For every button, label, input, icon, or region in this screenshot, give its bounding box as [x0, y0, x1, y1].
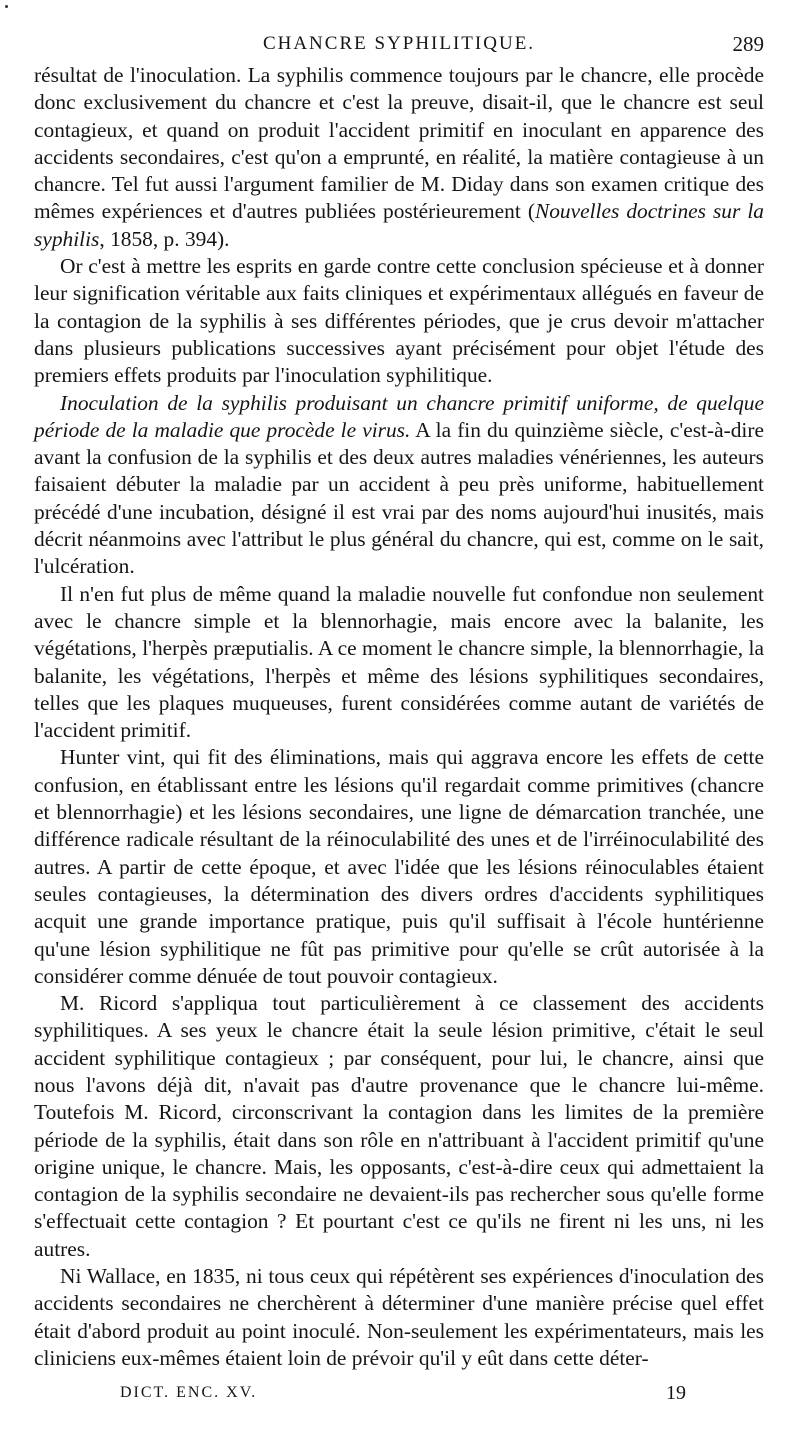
book-title: Nouvelles doctrines sur la syphilis — [34, 199, 764, 251]
text-run: A la fin du quinzième siècle, c'est-à-dire avant la confusion de la syphilis et des deux autres maladies vénériennes, les auteurs faisaient débuter la maladie par un accident à peu près uniforme, habituellement précédé d'une incubation, désigné il est vrai par des noms aujourd'hui inusités, mais décrit néanmoins avec l'attribut le plus général du chancre, qui est, comme on le sait, l'ulcération. — [34, 417, 764, 579]
text-run: Il n'en fut plus de même quand la maladie nouvelle fut confondue non seulement avec le chancre simple et la blennorhagie, mais encore avec la balanite, les végétations, l'herpès præputialis. A ce moment le chancre simple, la blennorrhagie, la balanite, les végétations, l'herpès et même des lésions syphilitiques secondaires, telles que les plaques muqueuses, furent considérées comme autant de variétés de l'accident primitif. — [34, 581, 764, 743]
sheet-number: 19 — [666, 1382, 686, 1404]
body-text — [34, 62, 764, 1372]
page-number: 289 — [732, 32, 764, 56]
paragraph — [34, 1263, 764, 1372]
text-run: résultat de l'inoculation. La syphilis commence toujours par le chancre, elle procède donc exclusivement du chancre et c'est la preuve, disait-il, que le chancre est seul contagieux, et quand on produit l'accident primitif en inoculant en apparence des accidents secondaires, c'est qu'on a emprunté, en réalité, la matière contagieuse à un chancre. Tel fut aussi l'argument familier de M. Diday dans son examen critique des mêmes expériences et d'autres publiées postérieurement ( — [34, 63, 764, 224]
paragraph — [34, 990, 764, 1263]
paragraph — [34, 62, 764, 253]
paragraph — [34, 253, 764, 389]
text-run: Or c'est à mettre les esprits en garde contre cette conclusion spécieuse et à donner leur signification véritable aux faits cliniques et expérimentaux allégués en faveur de la contagion de la syphilis à ses différentes périodes, que je crus devoir m'attacher dans plusieurs publications successives ayant précisément pour objet l'étude des premiers effets produits par l'inoculation syphilitique. — [34, 254, 764, 388]
paragraph — [34, 581, 764, 745]
page-footer — [34, 1380, 764, 1406]
text-run: , 1858, p. 394). — [99, 226, 230, 251]
printer-signature: DICT. ENC. XV. — [120, 1384, 258, 1401]
margin-speck — [5, 5, 8, 8]
section-heading: Inoculation de la syphilis produisant un chancre primitif uniforme, de quelque période de la maladie que procède le virus. — [34, 390, 764, 442]
text-run: M. Ricord s'appliqua tout particulièrement à ce classement des accidents syphilitiques. A ses yeux le chancre était la seule lésion primitive, c'était le seul accident syphilitique contagieux ; par conséquent, pour lui, le chancre, ainsi que nous l'avons déjà dit, n'avait pas d'autre provenance que le chancre lui-même. Toutefois M. Ricord, circonscrivant la contagion dans les limites de la première période de la syphilis, était dans son rôle en n'attribuant à l'accident primitif qu'une origine unique, le chancre. Mais, les opposants, c'est-à-dire ceux qui admettaient la contagion de la syphilis secondaire ne devaient-ils pas rechercher sous qu'elle forme s'effectuait cette contagion ? Et pourtant c'est ce qu'ils ne firent ni les uns, ni les autres. — [34, 991, 764, 1261]
paragraph — [34, 390, 764, 581]
text-run: Hunter vint, qui fit des éliminations, mais qui aggrava encore les effets de cette confusion, en établissant entre les lésions qu'il regardait comme primitives (chancre et blennorrhagie) et les lésions secondaires, une ligne de démarcation tranchée, une différence radicale résultant de la réinoculabilité des unes et de l'irréinoculabilité des autres. A partir de cette époque, et avec l'idée que les lésions réinoculables étaient seules contagieuses, la détermination des divers ordres d'accidents syphilitiques acquit une grande importance pratique, puis qu'il suffisait à l'école huntérienne qu'une lésion syphilitique ne fût pas primitive pour qu'elle se crût autorisée à la considérer comme dénuée de tout pouvoir contagieux. — [34, 745, 764, 988]
paragraph — [34, 744, 764, 990]
text-run: Ni Wallace, en 1835, ni tous ceux qui répétèrent ses expériences d'inoculation des accidents secondaires ne cherchèrent à déterminer d'une manière précise quel effet était d'abord produit au point inoculé. Non-seulement les expérimentateurs, mais les cliniciens eux-mêmes étaient loin de prévoir qu'il y eût dans cette déter- — [34, 1264, 764, 1370]
page-header — [34, 30, 764, 58]
running-title: CHANCRE SYPHILITIQUE. — [262, 33, 536, 54]
